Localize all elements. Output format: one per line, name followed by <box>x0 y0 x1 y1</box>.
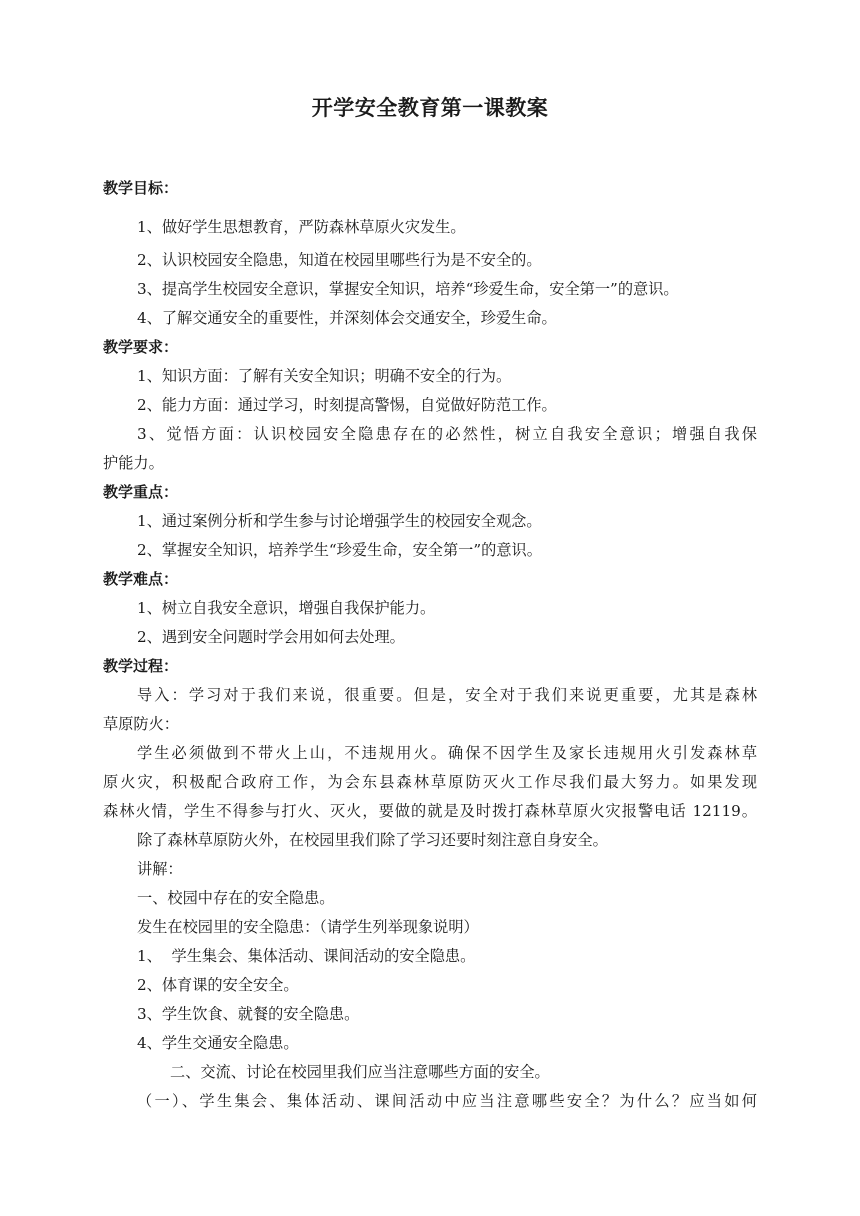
process-line: 草原防火： <box>103 715 179 733</box>
process-line: 3、学生饮食、就餐的安全隐患。 <box>137 1005 360 1023</box>
section-heading-process: 教学过程： <box>103 657 179 675</box>
difficulty-item: 1、树立自我安全意识，增强自我保护能力。 <box>137 599 436 617</box>
process-line: 2、体育课的安全安全。 <box>137 976 299 994</box>
process-line: 一、校园中存在的安全隐患。 <box>137 889 335 907</box>
section-heading-requirements: 教学要求： <box>103 338 179 356</box>
goal-item: 3、提高学生校园安全意识，掌握安全知识，培养“珍爱生命，安全第一”的意识。 <box>137 280 679 298</box>
process-line: 4、学生交通安全隐患。 <box>137 1034 299 1052</box>
requirement-item: 2、能力方面：通过学习，时刻提高警惕，自觉做好防范工作。 <box>137 396 557 414</box>
process-line: 讲解： <box>137 860 183 878</box>
section-heading-goals: 教学目标： <box>103 179 179 197</box>
process-line: 学生必须做到不带火上山，不违规用火。确保不因学生及家长违规用火引发森林草 <box>137 744 757 762</box>
section-heading-difficulties: 教学难点： <box>103 570 179 588</box>
process-line: 除了森林草原防火外，在校园里我们除了学习还要时刻注意自身安全。 <box>137 831 608 849</box>
process-line: 发生在校园里的安全隐患：（请学生列举现象说明） <box>137 918 479 936</box>
process-line: 二、交流、讨论在校园里我们应当注意哪些方面的安全。 <box>170 1063 550 1081</box>
document-title: 开学安全教育第一课教案 <box>311 96 549 120</box>
process-line: 1、 学生集会、集体活动、课间活动的安全隐患。 <box>137 947 476 965</box>
goal-item: 4、了解交通安全的重要性，并深刻体会交通安全，珍爱生命。 <box>137 309 557 327</box>
difficulty-item: 2、遇到安全问题时学会用如何去处理。 <box>137 628 405 646</box>
requirement-item: 3、觉悟方面：认识校园安全隐患存在的必然性，树立自我安全意识；增强自我保 <box>137 425 757 443</box>
section-heading-key-points: 教学重点： <box>103 483 179 501</box>
requirement-item: 1、知识方面：了解有关安全知识；明确不安全的行为。 <box>137 367 512 385</box>
goal-item: 1、做好学生思想教育，严防森林草原火灾发生。 <box>137 218 466 236</box>
process-line: （一）、学生集会、集体活动、课间活动中应当注意哪些安全？为什么？应当如何 <box>137 1092 757 1110</box>
key-point-item: 2、掌握安全知识，培养学生“珍爱生命，安全第一”的意识。 <box>137 541 542 559</box>
requirement-item-continuation: 护能力。 <box>103 454 164 472</box>
process-line: 导入：学习对于我们来说，很重要。但是，安全对于我们来说更重要，尤其是森林 <box>137 686 757 704</box>
process-line: 森林火情，学生不得参与打火、灭火，要做的就是及时拨打森林草原火灾报警电话 12119。 <box>103 802 757 820</box>
goal-item: 2、认识校园安全隐患，知道在校园里哪些行为是不安全的。 <box>137 251 542 269</box>
key-point-item: 1、通过案例分析和学生参与讨论增强学生的校园安全观念。 <box>137 512 542 530</box>
process-line: 原火灾，积极配合政府工作，为会东县森林草原防灭火工作尽我们最大努力。如果发现 <box>103 773 757 791</box>
